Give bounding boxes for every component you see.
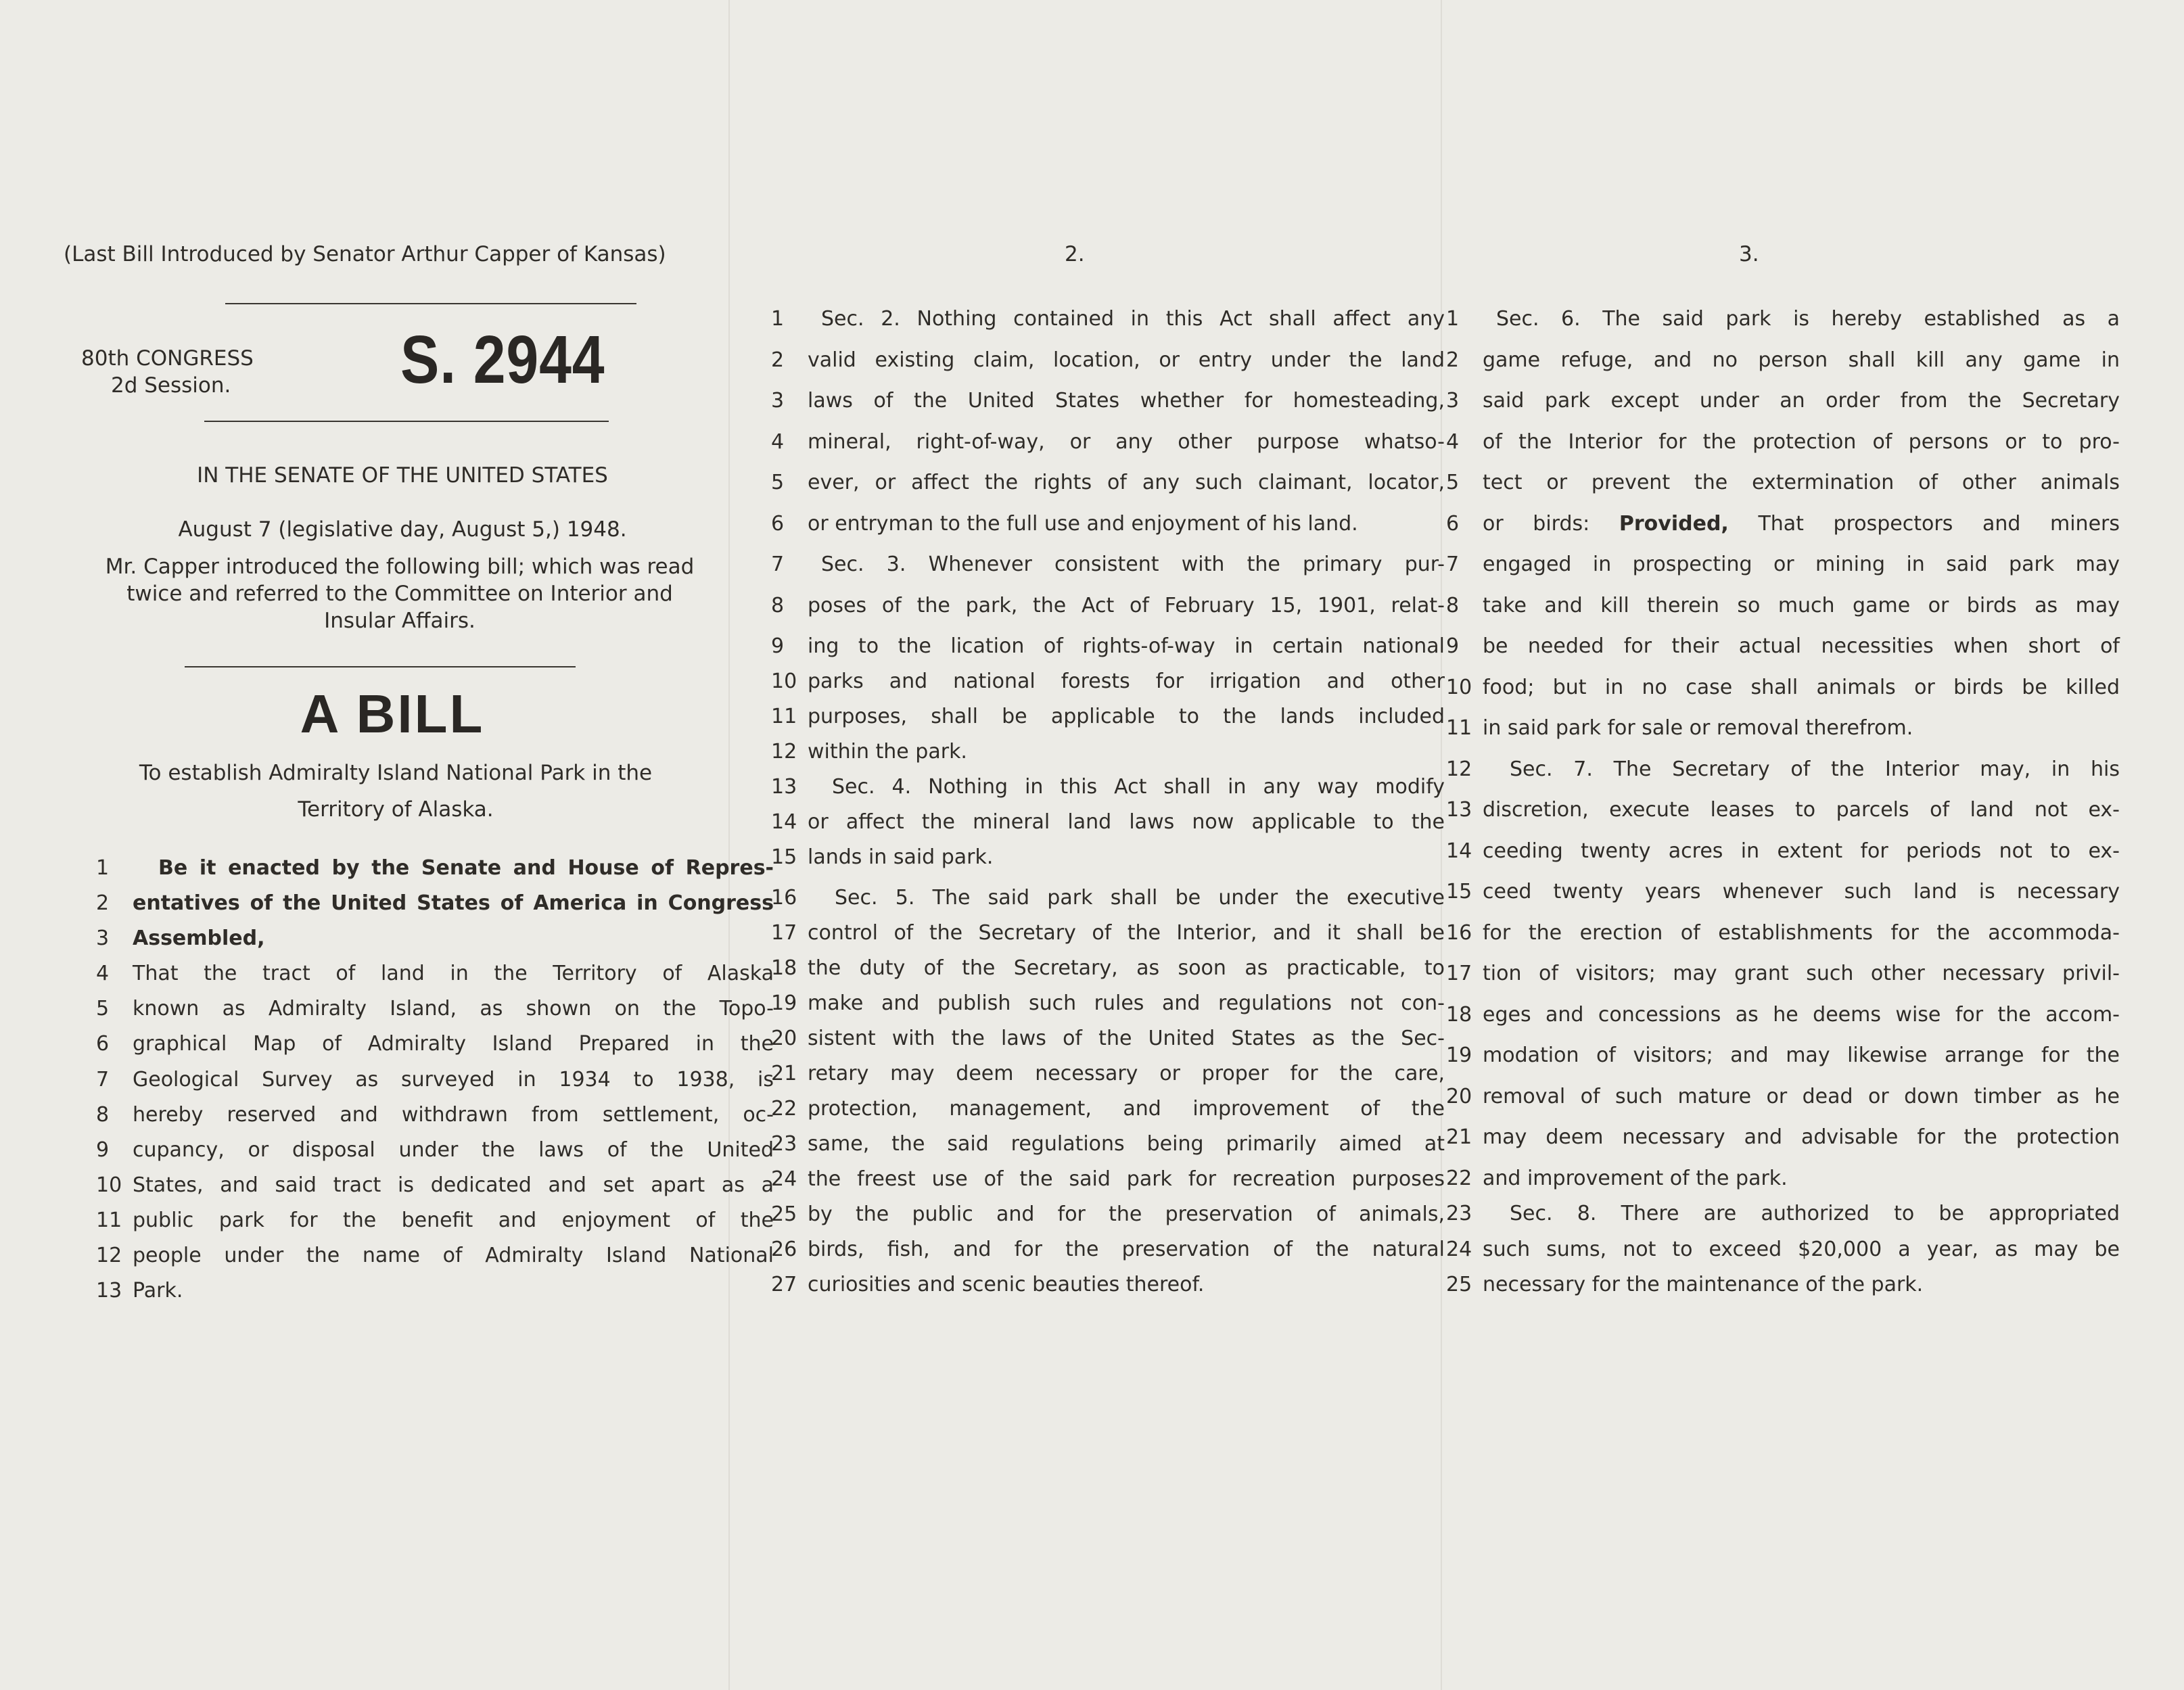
text-line — [1446, 676, 2120, 703]
line-text: public park for the benefit and enjoyment of the — [133, 1208, 774, 1232]
line-number: 2 — [1446, 348, 1460, 372]
page1-header: (Last Bill Introduced by Senator Arthur Capper of Kansas) — [64, 242, 666, 266]
text-line — [771, 740, 1445, 767]
line-number: 8 — [96, 1103, 110, 1127]
line-text: same, the said regulations being primarily aimed at — [808, 1132, 1445, 1156]
line-number: 5 — [96, 997, 110, 1020]
line-number: 10 — [771, 670, 797, 693]
line-number: 24 — [1446, 1238, 1472, 1261]
text-line — [96, 1279, 774, 1306]
line-number: 24 — [771, 1167, 797, 1191]
congress-label: 80th CONGRESS — [81, 346, 254, 371]
text-line — [771, 1273, 1445, 1300]
text-line — [96, 1068, 774, 1095]
line-number: 20 — [1446, 1085, 1472, 1108]
line-number: 1 — [771, 307, 785, 331]
text-line — [1446, 1003, 2120, 1030]
text-line — [1446, 307, 2120, 334]
text-line — [771, 1097, 1445, 1124]
line-text: Sec. 5. The said park shall be under the executive — [835, 886, 1445, 910]
line-text: Be it enacted by the Senate and House of Repres- — [158, 856, 774, 880]
text-line — [771, 553, 1445, 580]
line-text: purposes, shall be applicable to the lands included — [808, 705, 1445, 728]
text-line — [771, 430, 1445, 457]
introduction-text — [58, 553, 741, 634]
line-number: 4 — [1446, 430, 1460, 454]
line-text: control of the Secretary of the Interior, and it shall be — [808, 921, 1445, 945]
bill-number-rule — [204, 421, 609, 422]
line-text: game refuge, and no person shall kill any game in — [1483, 348, 2120, 372]
line-text: Sec. 2. Nothing contained in this Act shall affect any — [821, 307, 1445, 331]
text-line — [771, 389, 1445, 416]
line-number: 26 — [771, 1238, 797, 1261]
line-number: 2 — [771, 348, 785, 372]
purpose-line: Territory of Alaska. — [298, 797, 494, 822]
line-text: modation of visitors; and may likewise arrange for the — [1483, 1043, 2120, 1067]
line-text: States, and said tract is dedicated and set apart as a — [133, 1173, 774, 1197]
line-number: 23 — [771, 1132, 797, 1156]
line-number: 15 — [1446, 880, 1472, 903]
line-text: laws of the United States whether for homesteading, — [808, 389, 1445, 413]
line-text: within the park. — [808, 740, 967, 764]
line-number: 5 — [1446, 471, 1460, 494]
text-line — [771, 921, 1445, 948]
line-text: discretion, execute leases to parcels of land not ex- — [1483, 798, 2120, 822]
line-number: 21 — [771, 1062, 797, 1085]
line-number: 3 — [1446, 389, 1460, 413]
text-line — [1446, 1167, 2120, 1194]
line-number: 12 — [1446, 757, 1472, 781]
text-line — [771, 1062, 1445, 1089]
intro-line: twice and referred to the Committee on Interior and — [126, 582, 673, 606]
line-text — [1483, 512, 2120, 539]
text-line — [771, 956, 1445, 983]
line-number: 11 — [771, 705, 797, 728]
line-number: 12 — [96, 1244, 122, 1267]
text-line — [771, 1238, 1445, 1265]
line-text: birds, fish, and for the preservation of the natural — [808, 1238, 1445, 1261]
text-line — [1446, 880, 2120, 907]
text-line — [771, 1132, 1445, 1159]
intro-line: Mr. Capper introduced the following bill; which was read — [105, 555, 695, 579]
line-text: and improvement of the park. — [1483, 1167, 1788, 1190]
text-line — [1446, 471, 2120, 498]
text-line — [1446, 430, 2120, 457]
text-line — [1446, 798, 2120, 825]
line-number: 6 — [1446, 512, 1460, 536]
text-line — [1446, 348, 2120, 375]
line-number: 11 — [96, 1208, 122, 1232]
line-number: 27 — [771, 1273, 797, 1296]
line-text: Assembled, — [133, 926, 265, 950]
text-line — [96, 1244, 774, 1271]
provided-keyword: Provided, — [1619, 512, 1729, 536]
line-number: 6 — [771, 512, 785, 536]
text-line — [96, 856, 774, 883]
line-number: 9 — [771, 634, 785, 658]
line-text: protection, management, and improvement of the — [808, 1097, 1445, 1121]
line-number: 10 — [96, 1173, 122, 1197]
line-text: ceed twenty years whenever such land is necessary — [1483, 880, 2120, 903]
text-line — [96, 1103, 774, 1130]
line-number: 9 — [1446, 634, 1460, 658]
bill-title: A BILL — [300, 684, 485, 744]
congress-session — [81, 345, 254, 399]
line-number: 17 — [771, 921, 797, 945]
page2-number: 2. — [1065, 242, 1085, 266]
text-line — [771, 594, 1445, 621]
line-number: 18 — [1446, 1003, 1472, 1027]
line-text: curiosities and scenic beauties thereof. — [808, 1273, 1205, 1296]
text-line — [1446, 389, 2120, 416]
text-line — [771, 810, 1445, 837]
line-number: 4 — [96, 962, 110, 985]
text-line — [96, 1138, 774, 1165]
text-line — [771, 307, 1445, 334]
line-text: lands in said park. — [808, 845, 994, 869]
line-text: cupancy, or disposal under the laws of the United — [133, 1138, 774, 1162]
page3-number: 3. — [1739, 242, 1759, 266]
text-line — [96, 1173, 774, 1200]
text-line — [1446, 1125, 2120, 1152]
line-number: 1 — [96, 856, 110, 880]
line-text: engaged in prospecting or mining in said park may — [1483, 553, 2120, 576]
text-line — [1446, 1043, 2120, 1071]
line-number: 19 — [1446, 1043, 1472, 1067]
top-rule — [225, 303, 636, 304]
line-text: be needed for their actual necessities when short of — [1483, 634, 2120, 658]
text-line — [771, 512, 1445, 539]
text-line — [1446, 594, 2120, 621]
line-number: 8 — [1446, 594, 1460, 617]
text-line — [96, 962, 774, 989]
line-text: Sec. 7. The Secretary of the Interior may, in his — [1510, 757, 2120, 781]
line-text: or entryman to the full use and enjoyment of his land. — [808, 512, 1358, 536]
line-text: Geological Survey as surveyed in 1934 to 1938, is — [133, 1068, 774, 1092]
intro-line: Insular Affairs. — [324, 609, 475, 633]
line-number: 18 — [771, 956, 797, 980]
line-number: 11 — [1446, 716, 1472, 740]
line-text-part: or birds: — [1483, 512, 1590, 536]
line-text: for the erection of establishments for the accommoda- — [1483, 921, 2120, 945]
line-number: 3 — [96, 926, 110, 950]
line-text: or affect the mineral land laws now applicable to the — [808, 810, 1445, 834]
text-line — [771, 991, 1445, 1018]
line-number: 9 — [96, 1138, 110, 1162]
text-line — [771, 775, 1445, 802]
text-line — [96, 926, 774, 954]
line-number: 23 — [1446, 1202, 1472, 1225]
line-text: Sec. 3. Whenever consistent with the primary pur- — [821, 553, 1445, 576]
text-line — [1446, 1273, 2120, 1300]
line-text-part: That prospectors and miners — [1758, 512, 2120, 536]
line-number: 2 — [96, 891, 110, 915]
line-number: 15 — [771, 845, 797, 869]
date-line: August 7 (legislative day, August 5,) 1948. — [178, 517, 627, 542]
line-text: mineral, right-of-way, or any other purpose whatso- — [808, 430, 1445, 454]
text-line — [771, 1167, 1445, 1194]
line-number: 3 — [771, 389, 785, 413]
line-text: ing to the lication of rights-of-way in certain national — [808, 634, 1445, 658]
text-line — [771, 705, 1445, 732]
line-number: 5 — [771, 471, 785, 494]
line-text: entatives of the United States of America in Congress — [133, 891, 774, 915]
text-line — [96, 1208, 774, 1236]
line-text: retary may deem necessary or proper for the care, — [808, 1062, 1445, 1085]
text-line — [1446, 1238, 2120, 1265]
line-number: 14 — [1446, 839, 1472, 863]
line-text: Sec. 8. There are authorized to be appropriated — [1510, 1202, 2120, 1225]
text-line — [771, 471, 1445, 498]
line-text: may deem necessary and advisable for the protection — [1483, 1125, 2120, 1149]
text-line — [771, 634, 1445, 661]
line-text: known as Admiralty Island, as shown on the Topo- — [133, 997, 774, 1020]
text-line — [96, 1032, 774, 1059]
line-number: 14 — [771, 810, 797, 834]
senate-heading: IN THE SENATE OF THE UNITED STATES — [197, 463, 608, 488]
line-text: That the tract of land in the Territory of Alaska — [133, 962, 774, 985]
line-text: removal of such mature or dead or down timber as he — [1483, 1085, 2120, 1108]
line-text: Sec. 6. The said park is hereby established as a — [1496, 307, 2120, 331]
line-text: graphical Map of Admiralty Island Prepared in the — [133, 1032, 774, 1056]
text-line — [771, 1202, 1445, 1229]
line-text: valid existing claim, location, or entry under the land — [808, 348, 1445, 372]
text-line — [1446, 757, 2120, 784]
text-line — [1446, 962, 2120, 989]
line-number: 21 — [1446, 1125, 1472, 1149]
line-text: hereby reserved and withdrawn from settlement, oc- — [133, 1103, 774, 1127]
line-text: ceeding twenty acres in extent for periods not to ex- — [1483, 839, 2120, 863]
line-number: 12 — [771, 740, 797, 764]
text-line — [96, 891, 774, 918]
text-line — [1446, 921, 2120, 948]
line-text: ever, or affect the rights of any such claimant, locator, — [808, 471, 1445, 494]
line-number: 13 — [771, 775, 797, 799]
line-number: 22 — [771, 1097, 797, 1121]
text-line — [1446, 634, 2120, 661]
line-number: 10 — [1446, 676, 1472, 699]
line-text: in said park for sale or removal therefrom. — [1483, 716, 1913, 740]
text-line — [1446, 553, 2120, 580]
title-rule — [185, 666, 576, 667]
purpose-line: To establish Admiralty Island National Park in the — [139, 761, 653, 785]
line-text: the freest use of the said park for recreation purposes — [808, 1167, 1445, 1191]
text-line — [771, 886, 1445, 913]
line-number: 8 — [771, 594, 785, 617]
line-number: 22 — [1446, 1167, 1472, 1190]
line-text: tion of visitors; may grant such other necessary privil- — [1483, 962, 2120, 985]
session-label: 2d Session. — [111, 373, 231, 398]
line-text: such sums, not to exceed $20,000 a year, as may be — [1483, 1238, 2120, 1261]
line-text: said park except under an order from the Secretary — [1483, 389, 2120, 413]
line-text: of the Interior for the protection of persons or to pro- — [1483, 430, 2120, 454]
line-text: Sec. 4. Nothing in this Act shall in any way modify — [832, 775, 1445, 799]
bill-purpose — [101, 755, 690, 828]
line-number: 7 — [771, 553, 785, 576]
line-number: 16 — [1446, 921, 1472, 945]
line-text: take and kill therein so much game or birds as may — [1483, 594, 2120, 617]
text-line — [771, 1027, 1445, 1054]
line-number: 1 — [1446, 307, 1460, 331]
text-line — [1446, 1202, 2120, 1229]
text-line — [96, 997, 774, 1024]
line-number: 7 — [1446, 553, 1460, 576]
text-line — [1446, 839, 2120, 866]
text-line — [771, 348, 1445, 375]
line-number: 19 — [771, 991, 797, 1015]
text-line — [771, 670, 1445, 697]
text-line — [1446, 512, 2120, 539]
line-number: 17 — [1446, 962, 1472, 985]
line-number: 25 — [1446, 1273, 1472, 1296]
line-number: 13 — [96, 1279, 122, 1302]
line-number: 6 — [96, 1032, 110, 1056]
line-number: 13 — [1446, 798, 1472, 822]
line-text: necessary for the maintenance of the park. — [1483, 1273, 1924, 1296]
line-number: 7 — [96, 1068, 110, 1092]
line-number: 16 — [771, 886, 797, 910]
text-line — [771, 845, 1445, 872]
line-text: food; but in no case shall animals or birds be killed — [1483, 676, 2120, 699]
line-number: 25 — [771, 1202, 797, 1226]
bill-number: S. 2944 — [400, 322, 605, 398]
line-text: Park. — [133, 1279, 183, 1302]
page-fold — [728, 0, 730, 1690]
line-text: by the public and for the preservation of animals, — [808, 1202, 1445, 1226]
line-text: poses of the park, the Act of February 15, 1901, relat- — [808, 594, 1445, 617]
line-text: parks and national forests for irrigation and other — [808, 670, 1445, 693]
text-line — [1446, 716, 2120, 743]
text-line — [1446, 1085, 2120, 1112]
line-text: sistent with the laws of the United States as the Sec- — [808, 1027, 1445, 1050]
line-text: make and publish such rules and regulations not con- — [808, 991, 1445, 1015]
line-text: the duty of the Secretary, as soon as practicable, to — [808, 956, 1445, 980]
line-text: people under the name of Admiralty Island National — [133, 1244, 774, 1267]
line-number: 4 — [771, 430, 785, 454]
line-number: 20 — [771, 1027, 797, 1050]
line-text: tect or prevent the extermination of other animals — [1483, 471, 2120, 494]
line-text: eges and concessions as he deems wise for the accom- — [1483, 1003, 2120, 1027]
